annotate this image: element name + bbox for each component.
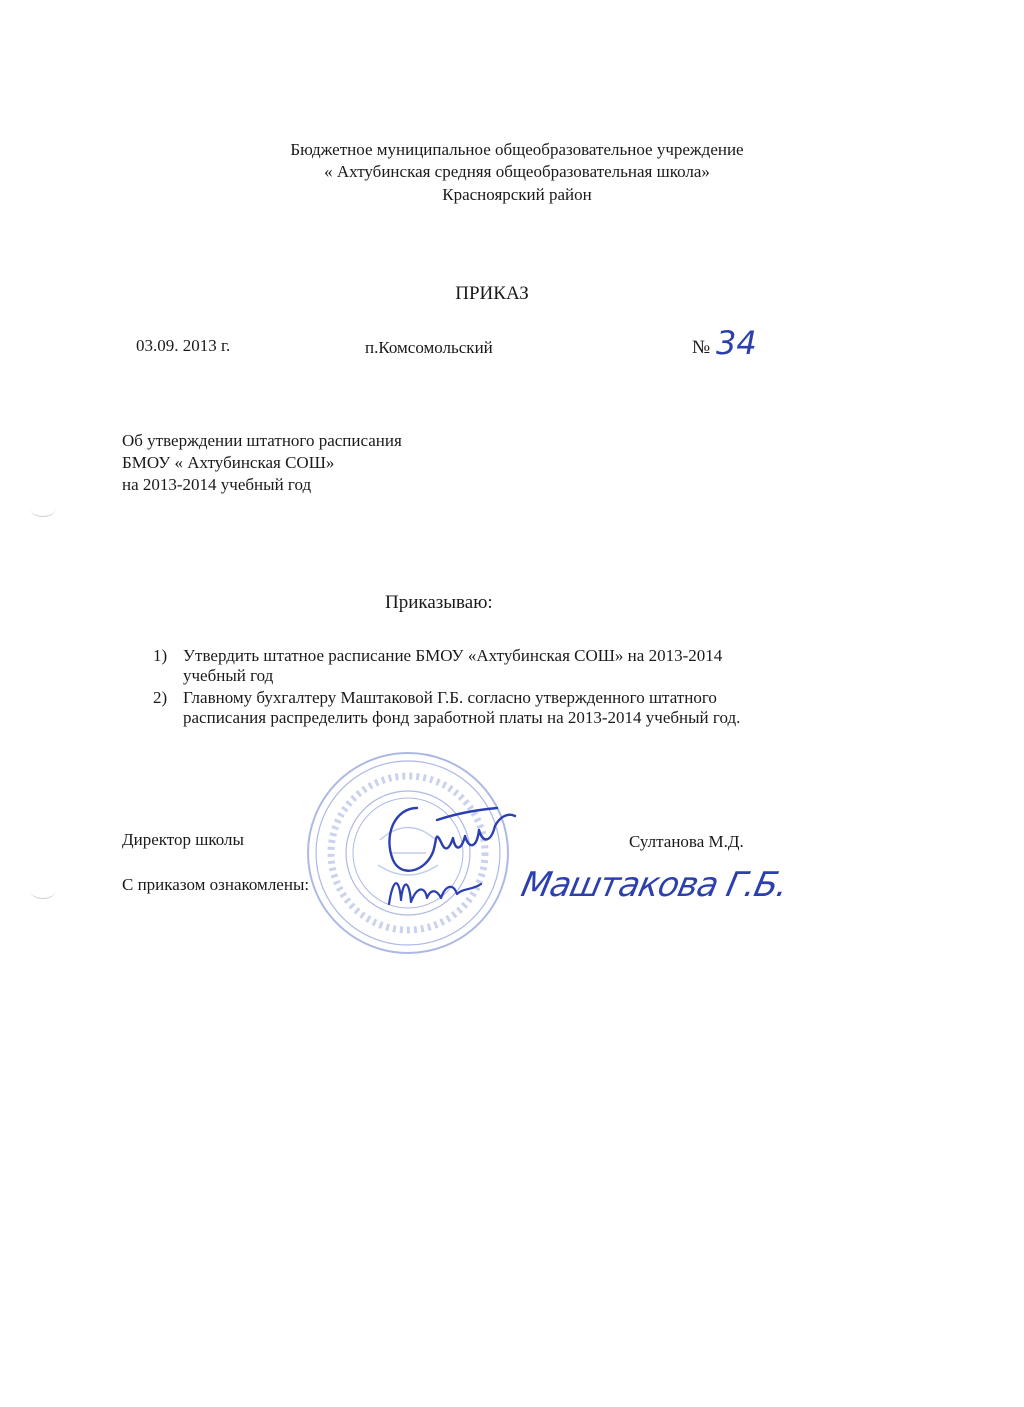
item-text-line: расписания распределить фонд заработной платы на 2013-2014 учебный год. (183, 708, 741, 727)
order-number-label: № (692, 337, 711, 358)
order-place: п.Комсомольский (365, 338, 493, 357)
document-title: ПРИКАЗ (455, 283, 529, 304)
item-text-line: Утвердить штатное расписание БМОУ «Ахтубинская СОШ» на 2013-2014 (183, 646, 723, 665)
subject-line: Об утверждении штатного расписания (122, 431, 402, 450)
punch-hole-mark (30, 500, 56, 517)
school-name: « Ахтубинская средняя общеобразовательная школа» (324, 162, 710, 181)
institution-name: Бюджетное муниципальное общеобразовательное учреждение (290, 140, 744, 159)
item-text-line: учебный год (183, 666, 274, 685)
acquainted-label: С приказом ознакомлены: (122, 875, 310, 894)
order-item (150, 646, 870, 686)
order-date: 03.09. 2013 г. (136, 336, 231, 355)
command-heading: Приказываю: (385, 592, 493, 613)
subject-line: на 2013-2014 учебный год (122, 475, 312, 494)
item-number: 2) (153, 688, 168, 707)
item-number: 1) (153, 646, 168, 665)
order-items (150, 646, 870, 730)
accountant-initial-signature (385, 868, 495, 913)
punch-hole-mark (30, 882, 56, 899)
director-name: Султанова М.Д. (629, 832, 744, 851)
subject-line: БМОУ « Ахтубинская СОШ» (122, 453, 335, 472)
district-name: Красноярский район (442, 185, 592, 204)
acquainted-handwritten-name: Маштакова Г.Б. (517, 865, 792, 905)
director-label: Директор школы (122, 830, 244, 849)
order-item (150, 688, 870, 728)
order-number-handwritten: 34 (716, 324, 757, 362)
item-text-line: Главному бухгалтеру Маштаковой Г.Б. согласно утвержденного штатного (183, 688, 717, 707)
